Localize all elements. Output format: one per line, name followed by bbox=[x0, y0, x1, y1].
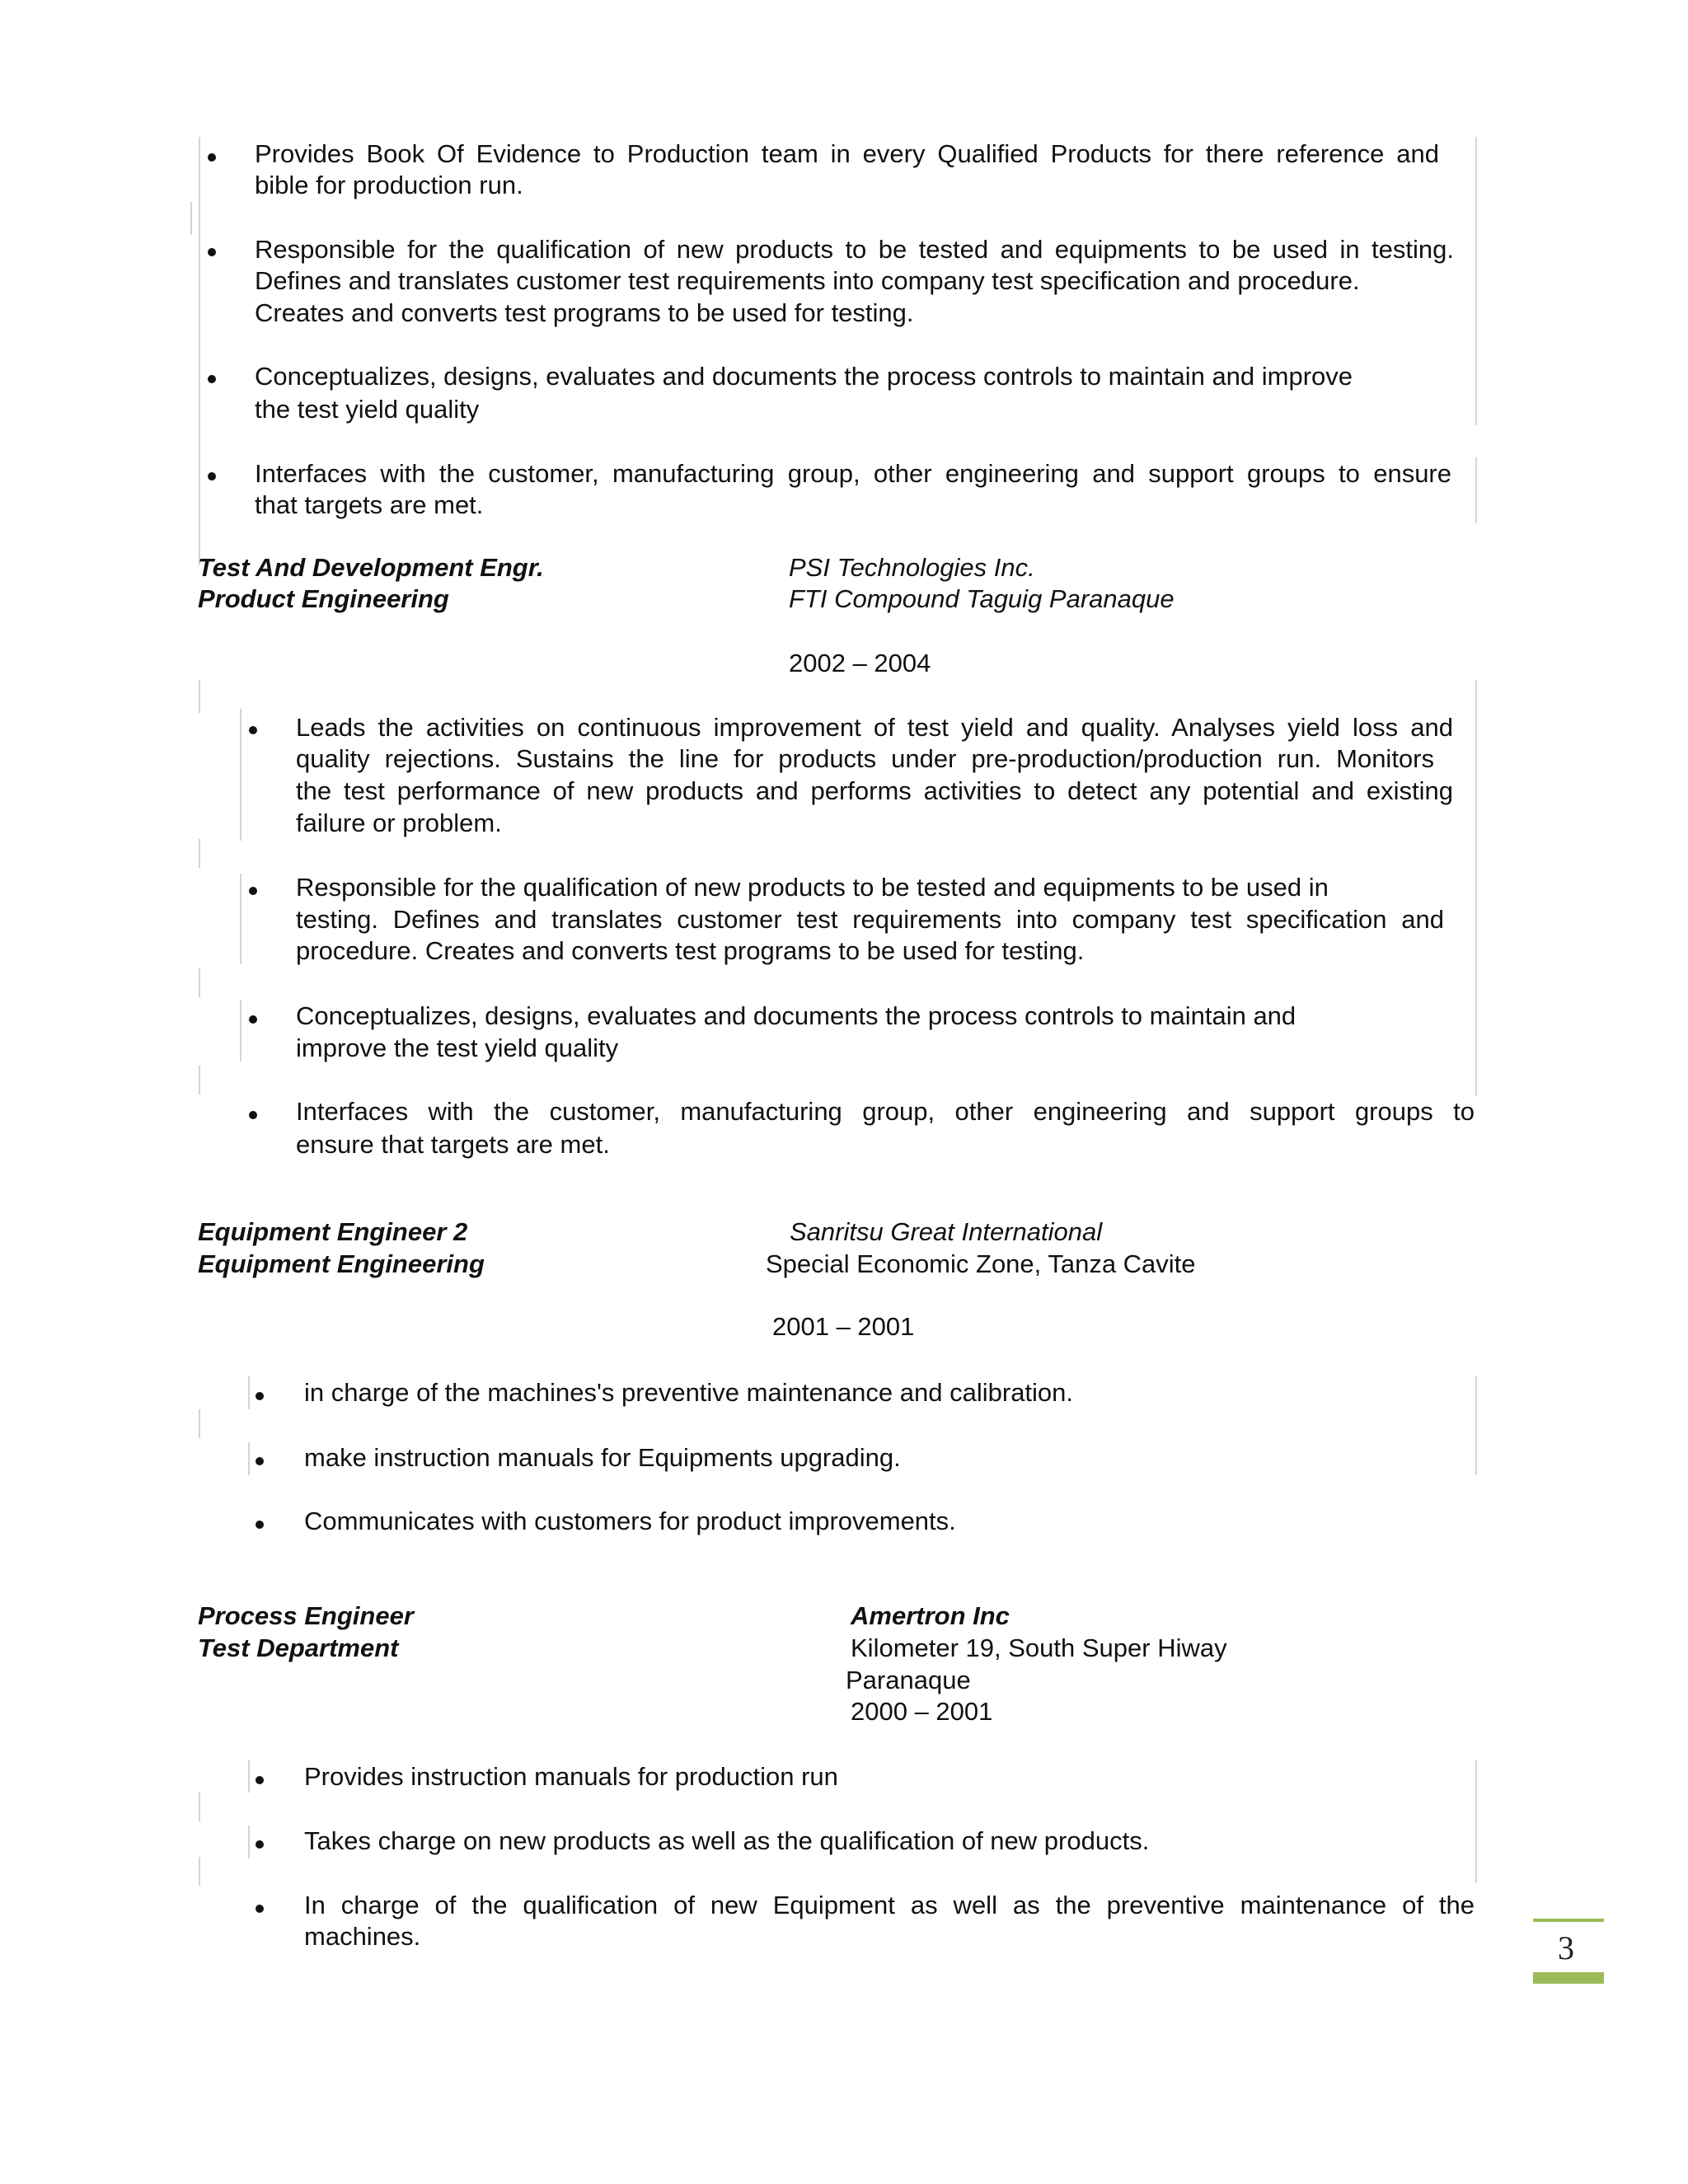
page-number-rule-top bbox=[1533, 1919, 1604, 1922]
bullet-icon bbox=[208, 375, 216, 383]
margin-marker bbox=[199, 680, 200, 713]
margin-marker bbox=[1475, 137, 1477, 425]
company-location: FTI Compound Taguig Paranaque bbox=[789, 584, 1175, 613]
job-department: Equipment Engineering bbox=[198, 1249, 485, 1278]
bullet-icon bbox=[208, 248, 216, 256]
bullet-line: Leads the activities on continuous improvement of test yield and quality. Analyses yield loss and bbox=[296, 713, 1453, 742]
bullet-icon bbox=[256, 1905, 264, 1913]
margin-marker bbox=[240, 709, 241, 841]
margin-marker bbox=[1475, 457, 1477, 523]
bullet-line: the test yield quality bbox=[255, 395, 480, 424]
bullet-line: Responsible for the qualification of new products to be tested and equipments to be used in bbox=[296, 873, 1329, 902]
bullet-line: the test performance of new products and performs activities to detect any potential and existing bbox=[296, 776, 1453, 805]
bullet-line: Conceptualizes, designs, evaluates and documents the process controls to maintain and improve bbox=[255, 362, 1353, 391]
margin-marker bbox=[1475, 1376, 1477, 1475]
company-location: Paranaque bbox=[846, 1666, 971, 1694]
bullet-line: failure or problem. bbox=[296, 808, 502, 837]
margin-marker bbox=[240, 1000, 241, 1062]
bullet-icon bbox=[256, 1776, 264, 1784]
margin-marker bbox=[240, 874, 241, 964]
job-department: Product Engineering bbox=[198, 584, 449, 613]
margin-marker bbox=[199, 968, 200, 997]
company-name: Sanritsu Great International bbox=[790, 1217, 1103, 1246]
bullet-line: that targets are met. bbox=[255, 490, 484, 519]
margin-marker bbox=[248, 1825, 250, 1858]
job-title: Test And Development Engr. bbox=[198, 553, 544, 582]
margin-marker bbox=[199, 1066, 200, 1094]
employment-dates: 2001 – 2001 bbox=[772, 1312, 915, 1341]
bullet-line: Responsible for the qualification of new products to be tested and equipments to be used in testing. bbox=[255, 235, 1454, 264]
margin-marker bbox=[199, 137, 200, 565]
bullet-icon bbox=[208, 472, 216, 480]
bullet-line: Interfaces with the customer, manufacturing group, other engineering and support groups to ensure bbox=[255, 459, 1451, 488]
company-location: Kilometer 19, South Super Hiway bbox=[851, 1633, 1227, 1662]
page-number-rule-bottom bbox=[1533, 1972, 1604, 1984]
bullet-line: testing. Defines and translates customer test requirements into company test specification and bbox=[296, 905, 1444, 934]
bullet-line: Takes charge on new products as well as the qualification of new products. bbox=[304, 1826, 1150, 1855]
margin-marker bbox=[248, 1760, 250, 1793]
bullet-icon bbox=[256, 1840, 264, 1849]
bullet-icon bbox=[208, 153, 216, 162]
bullet-line: procedure. Creates and converts test programs to be used for testing. bbox=[296, 936, 1085, 965]
bullet-line: in charge of the machines's preventive maintenance and calibration. bbox=[304, 1378, 1074, 1407]
bullet-icon bbox=[256, 1457, 264, 1465]
company-name: Amertron Inc bbox=[851, 1601, 1010, 1630]
bullet-icon bbox=[256, 1392, 264, 1400]
bullet-line: Conceptualizes, designs, evaluates and documents the process controls to maintain and bbox=[296, 1001, 1296, 1030]
margin-marker bbox=[190, 202, 192, 235]
bullet-line: Provides Book Of Evidence to Production team in every Qualified Products for there reference and bbox=[255, 139, 1439, 168]
bullet-line: Communicates with customers for product improvements. bbox=[304, 1507, 956, 1535]
employment-dates: 2000 – 2001 bbox=[851, 1697, 993, 1726]
bullet-line: In charge of the qualification of new Equipment as well as the preventive maintenance of the bbox=[304, 1891, 1475, 1919]
job-department: Test Department bbox=[198, 1633, 399, 1662]
page-number: 3 bbox=[1558, 1929, 1574, 1966]
margin-marker bbox=[199, 1409, 200, 1438]
company-location: Special Economic Zone, Tanza Cavite bbox=[766, 1249, 1196, 1278]
bullet-line: quality rejections. Sustains the line for products under pre-production/production run. Monitors bbox=[296, 744, 1434, 773]
bullet-line: Creates and converts test programs to be used for testing. bbox=[255, 298, 914, 327]
margin-marker bbox=[199, 1793, 200, 1821]
bullet-line: make instruction manuals for Equipments upgrading. bbox=[304, 1443, 901, 1472]
job-title: Equipment Engineer 2 bbox=[198, 1217, 468, 1246]
bullet-line: machines. bbox=[304, 1922, 421, 1951]
margin-marker bbox=[199, 839, 200, 868]
bullet-line: ensure that targets are met. bbox=[296, 1130, 610, 1159]
bullet-line: bible for production run. bbox=[255, 171, 523, 199]
margin-marker bbox=[248, 1442, 250, 1475]
margin-marker bbox=[1475, 680, 1477, 1096]
bullet-icon bbox=[249, 726, 257, 734]
bullet-icon bbox=[249, 887, 257, 895]
bullet-line: Interfaces with the customer, manufacturing group, other engineering and support groups to bbox=[296, 1097, 1475, 1126]
bullet-line: improve the test yield quality bbox=[296, 1033, 619, 1062]
margin-marker bbox=[1475, 1760, 1477, 1883]
bullet-icon bbox=[249, 1015, 257, 1024]
employment-dates: 2002 – 2004 bbox=[789, 649, 931, 677]
bullet-line: Provides instruction manuals for production run bbox=[304, 1762, 838, 1791]
bullet-icon bbox=[249, 1111, 257, 1119]
bullet-icon bbox=[256, 1521, 264, 1529]
margin-marker bbox=[248, 1376, 250, 1409]
job-title: Process Engineer bbox=[198, 1601, 414, 1630]
company-name: PSI Technologies Inc. bbox=[789, 553, 1035, 582]
bullet-line: Defines and translates customer test requirements into company test specification and procedure. bbox=[255, 266, 1360, 295]
margin-marker bbox=[199, 1857, 200, 1886]
